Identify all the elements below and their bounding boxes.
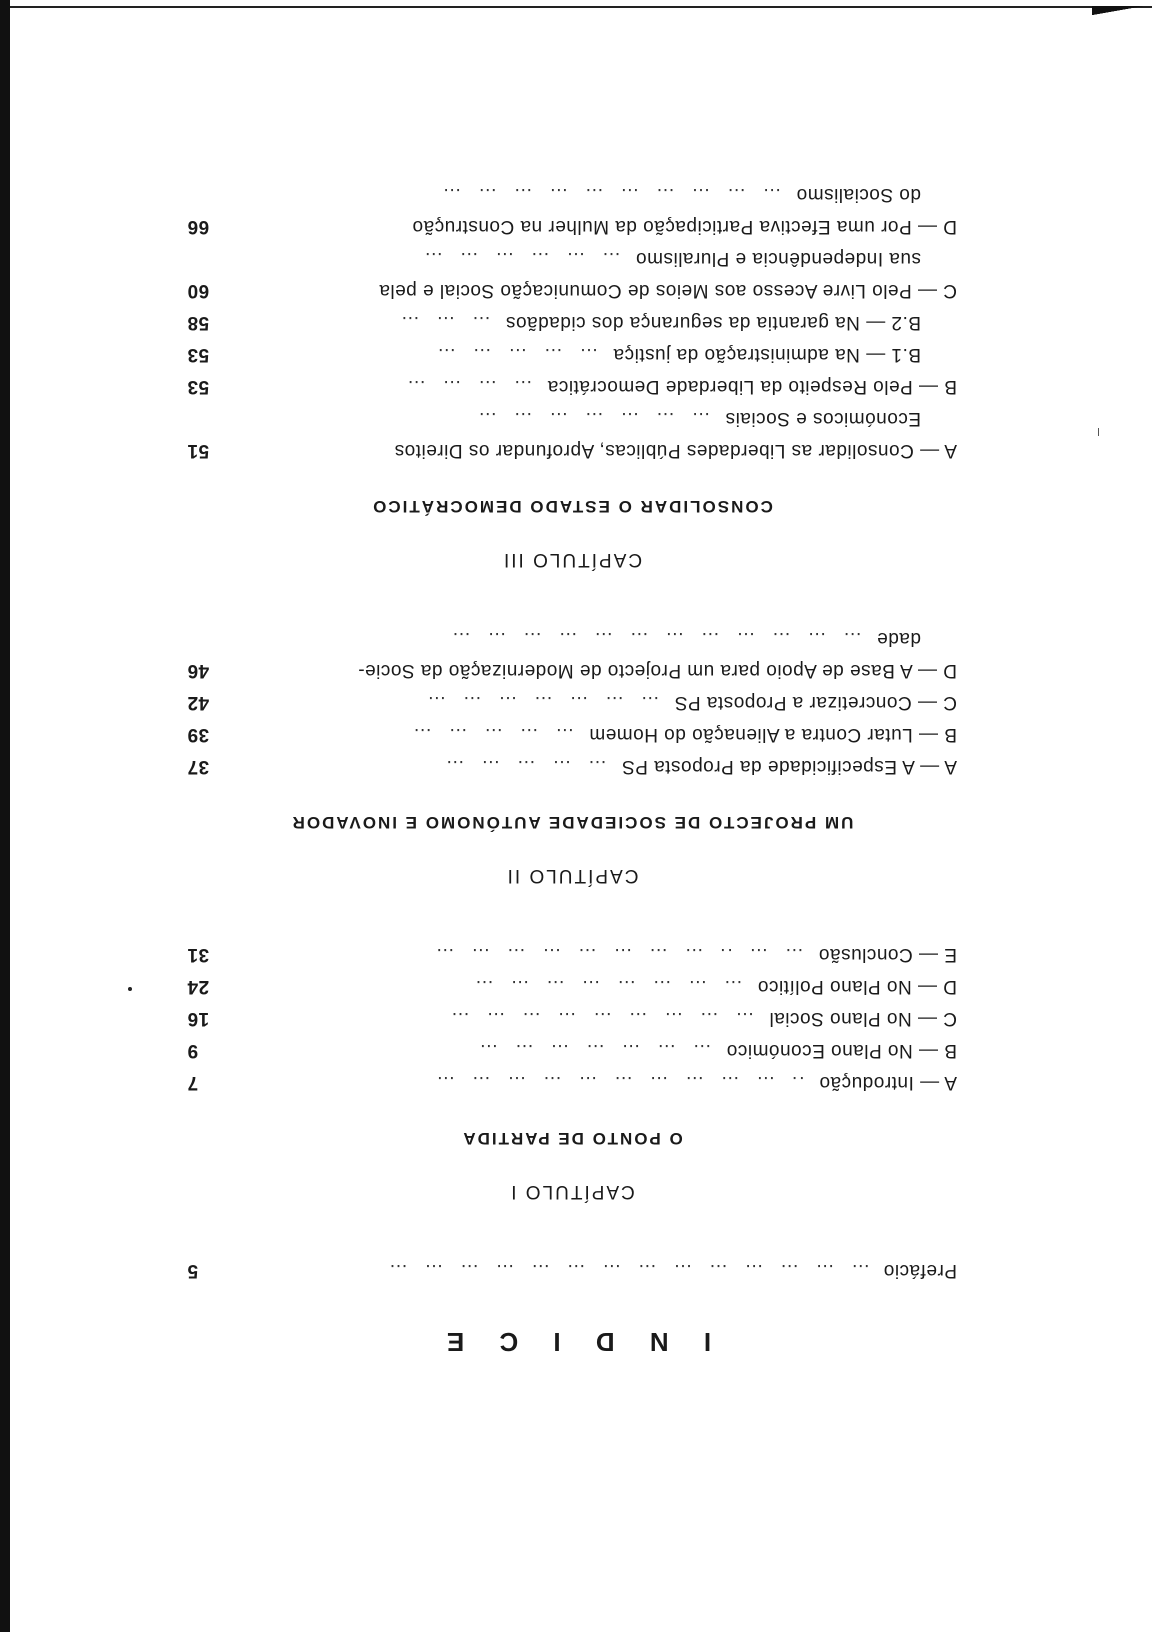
preface-entry (187, 1254, 957, 1286)
entry-page-number: 53 (187, 376, 210, 397)
leader-dots: … … … … … … … … (473, 976, 758, 997)
entry-label: A — Consolidar as Liberdades Públicas, Aprofundar os Direitos (394, 440, 957, 461)
chapter-title: UM PROJECTO DE SOCIEDADE AUTÓNOMO E INOVADOR (290, 813, 854, 832)
leader-dots: … … … … … (411, 724, 589, 745)
entry-label: B — No Plano Económico (726, 1040, 957, 1061)
entry-label-continued: do Socialismo (796, 184, 921, 205)
toc-entry (187, 686, 957, 718)
index-title: I N D I C E (432, 1327, 712, 1357)
chapter-title: O PONTO DE PARTIDA (461, 1129, 683, 1148)
entry-label: D — No Plano Político (757, 976, 957, 997)
leader-dots: .. … … … … … … … … … … (434, 1072, 820, 1093)
entry-page-number: 51 (187, 440, 210, 461)
entry-page-number: 31 (187, 944, 210, 965)
entry-label: C — Concretizar a Proposta PS (674, 692, 957, 713)
leader-dots: … … … … … … … … … (449, 1008, 770, 1029)
leader-dots: … … … (398, 312, 506, 333)
toc-entry (187, 370, 957, 402)
entry-label: E — Conclusão (818, 944, 957, 965)
chapter-label: CAPÍTULO II (505, 865, 639, 886)
leader-dots: … … … … … (435, 344, 614, 365)
leader-dots: … … … … … … … (476, 408, 726, 429)
entry-label: D — Por uma Efectiva Participação da Mulher na Construção (412, 216, 957, 237)
entry-label: C — No Plano Social (769, 1008, 957, 1029)
entry-label-continued: sua Independência e Pluralismo (635, 248, 921, 269)
entry-label: D — A Base de Apoio para um Projecto de Modernização da Socie- (357, 660, 957, 681)
chapter-title: CONSOLIDAR O ESTADO DEMOCRÁTICO (371, 497, 773, 516)
toc-entry (187, 718, 957, 750)
entry-label: B — Lutar Contra a Alienação do Homem (588, 724, 957, 745)
leader-dots: … … … … … … … (477, 1040, 727, 1061)
leader-dots: … … … … … (443, 756, 622, 777)
leader-dots: … … … … … … (422, 248, 636, 269)
entry-page-number: 66 (187, 216, 210, 237)
entry-page-number: 58 (187, 312, 210, 333)
leader-dots: … … … … … … … … … … … … (450, 628, 877, 649)
leader-dots: … … … … (405, 376, 548, 397)
toc-entry (187, 178, 957, 242)
toc-entry (187, 1034, 957, 1066)
entry-label: C — Pelo Livre Acesso aos Meios de Comunicação Social e pela (378, 280, 957, 301)
toc-entry (187, 750, 957, 782)
entry-page-number: 9 (187, 1040, 199, 1061)
toc-entry (187, 970, 957, 1002)
entry-label-continued: Económicos e Sociais (725, 408, 921, 429)
chapter-label: CAPÍTULO I (509, 1181, 635, 1202)
chapter-label: CAPÍTULO III (501, 549, 643, 570)
entry-page-number: 53 (187, 344, 210, 365)
toc-entry (187, 622, 957, 686)
entry-page-number: 24 (187, 976, 210, 997)
toc-entry (187, 1066, 957, 1098)
entry-page-number: 37 (187, 756, 210, 777)
entry-page-number: 7 (187, 1072, 199, 1093)
entry-page-number: 60 (187, 280, 210, 301)
toc-subentry (187, 338, 957, 370)
entry-page-number: 46 (187, 660, 210, 681)
toc-entry (187, 242, 957, 306)
toc-entry (187, 938, 957, 970)
table-of-contents (187, 178, 957, 1357)
entry-page-number: 39 (187, 724, 210, 745)
entry-label: B — Pelo Respeito da Liberdade Democrática (547, 376, 957, 397)
entry-label: B.2 — Na garantia da segurança dos cidadãos (505, 312, 921, 333)
entry-page-number: 42 (187, 692, 210, 713)
leader-dots: … … … … … … … (425, 692, 675, 713)
leader-dots: … … … … … … … … … … (440, 184, 797, 205)
entry-label: Prefácio (883, 1260, 957, 1281)
entry-label: B.1 — Na administração da justiça (613, 344, 921, 365)
entry-page-number: 5 (187, 1260, 199, 1281)
toc-entry (187, 1002, 957, 1034)
entry-label-continued: dade (876, 628, 921, 649)
toc-subentry (187, 306, 957, 338)
entry-page-number: 16 (187, 1008, 210, 1029)
leader-dots: … … .. … … … … … … … … (433, 944, 819, 965)
entry-label: A — Introdução (819, 1072, 957, 1093)
entry-label: A — A Especificidade da Proposta PS (621, 756, 957, 777)
toc-entry (187, 402, 957, 466)
leader-dots: … … … … … … … … … … … … … … (386, 1260, 878, 1281)
